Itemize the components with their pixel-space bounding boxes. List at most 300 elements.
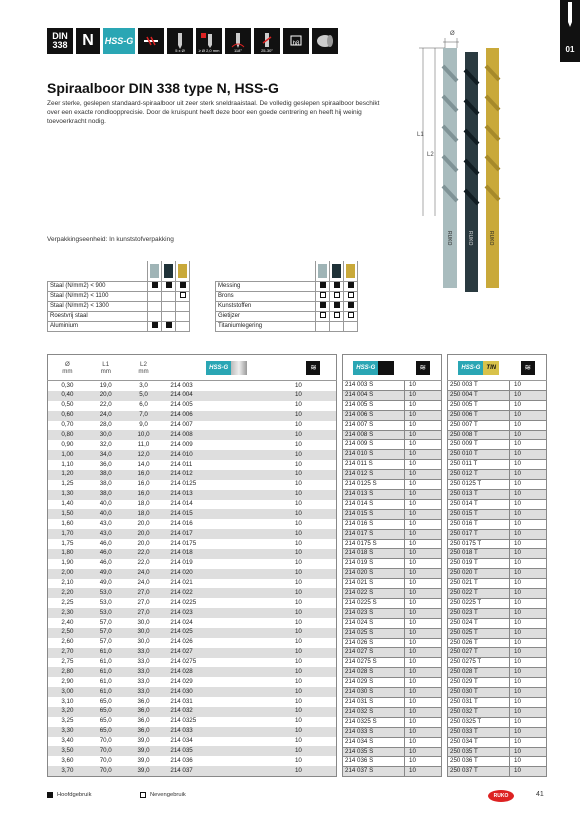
pack-quantity: 10	[291, 648, 337, 658]
l2-cell: 39,0	[137, 756, 150, 764]
primary-use-mark	[152, 282, 158, 288]
pack-quantity: 10	[510, 400, 547, 410]
diameter-cell: 3,30	[48, 727, 87, 737]
l1-cell: 46,0	[99, 539, 112, 547]
article-number: 250 010 T	[448, 450, 510, 460]
article-number: 214 012	[162, 470, 291, 480]
table-row	[48, 391, 337, 401]
pack-quantity: 10	[294, 579, 302, 587]
diameter-cell: 0,40	[48, 391, 87, 401]
table-row	[448, 470, 547, 480]
article-number: 214 003 S	[343, 381, 405, 391]
article-number: 214 014	[170, 500, 193, 508]
table-row	[448, 767, 547, 777]
pack-quantity: 10	[510, 717, 547, 727]
article-number: 214 035 S	[343, 747, 405, 757]
pack-quantity: 10	[405, 727, 442, 737]
table-row	[448, 727, 547, 737]
din-badge	[47, 28, 73, 54]
l1-cell: 20,0	[87, 391, 125, 401]
article-number: 214 023 S	[343, 608, 405, 618]
article-number: 214 022 S	[343, 589, 405, 599]
l1-cell: 65,0	[87, 707, 125, 717]
table-row	[448, 579, 547, 589]
l1-cell: 19,0	[99, 381, 112, 389]
article-number: 214 020	[162, 569, 291, 579]
pack-quantity: 10	[291, 746, 337, 756]
page-title: Spiraalboor DIN 338 type N, HSS-G	[47, 80, 279, 96]
product-description: Zeer sterke, geslepen standaard-spiraalboor uit zeer sterk sneldraaistaal. De volledig geslepen spiraalboor beschikt over een exacte rondloopprecisie. Door de kruispunt heeft deze boor een goede centrering en heeft hij weinig toevoerkracht nodig.	[47, 100, 380, 125]
l1-cell: 30,0	[87, 430, 125, 440]
table-row	[48, 421, 337, 431]
l2-cell: 16,0	[125, 470, 163, 480]
pack-quantity: 10	[294, 697, 302, 705]
table-row	[48, 638, 337, 648]
table-row	[48, 618, 337, 628]
hss-tag: HSS-G	[206, 361, 231, 375]
pack-quantity: 10	[405, 747, 442, 757]
legend-row	[48, 321, 190, 331]
pack-quantity: 10	[294, 381, 302, 389]
pack-quantity: 10	[510, 628, 547, 638]
table-row	[448, 618, 547, 628]
table-row	[48, 687, 337, 697]
table-row	[343, 390, 442, 400]
diameter-cell: 3,60	[61, 756, 74, 764]
l2-cell: 36,0	[137, 717, 150, 725]
diameter-cell: 0,60	[48, 411, 87, 421]
pack-quantity: 10	[405, 390, 442, 400]
article-number: 250 023 T	[448, 608, 510, 618]
pack-quantity: 10	[405, 589, 442, 599]
table-row	[48, 727, 337, 737]
pack-quantity: 10	[510, 688, 547, 698]
diameter-cell: 3,20	[48, 707, 87, 717]
page-number: 41	[536, 791, 544, 798]
table-row	[448, 440, 547, 450]
diameter-cell: 2,90	[61, 677, 74, 685]
table-row	[343, 757, 442, 767]
l2-cell: 36,0	[125, 707, 163, 717]
header-icon-strip	[47, 28, 338, 54]
l1-cell: 38,0	[87, 470, 125, 480]
article-number: 250 037 T	[448, 767, 510, 777]
article-number: 250 015 T	[448, 509, 510, 519]
tolerance-h8-icon: h8	[283, 28, 309, 54]
pack-quantity: 10	[510, 499, 547, 509]
pack-quantity: 10	[294, 559, 302, 567]
l2-cell: 33,0	[125, 687, 163, 697]
pack-quantity: 10	[405, 559, 442, 569]
pack-quantity: 10	[294, 737, 302, 745]
l1-cell: 46,0	[99, 559, 112, 567]
article-number: 214 028	[162, 667, 291, 677]
table-row	[448, 688, 547, 698]
pack-quantity: 10	[405, 499, 442, 509]
l2-cell: 33,0	[125, 667, 163, 677]
pack-quantity: 10	[510, 410, 547, 420]
pack-quantity: 10	[510, 737, 547, 747]
article-number: 214 0275	[170, 658, 197, 666]
article-number: 250 005 T	[448, 400, 510, 410]
table-row	[448, 410, 547, 420]
l2-cell: 33,0	[137, 677, 150, 685]
article-number: 214 003	[170, 381, 193, 389]
article-number: 214 009	[170, 440, 193, 448]
article-number: 214 024 S	[343, 618, 405, 628]
legend-row	[216, 291, 358, 301]
pack-quantity: 10	[294, 638, 302, 646]
pack-quantity: 10	[510, 480, 547, 490]
article-number: 214 023	[162, 608, 291, 618]
pack-quantity: 10	[405, 707, 442, 717]
table-row	[448, 420, 547, 430]
l1-cell: 40,0	[87, 509, 125, 519]
secondary-use-mark	[334, 312, 340, 318]
table-row	[448, 460, 547, 470]
l1-cell: 70,0	[99, 737, 112, 745]
pack-quantity: 10	[510, 549, 547, 559]
table-row	[448, 480, 547, 490]
table-row	[343, 519, 442, 529]
article-number: 214 018 S	[343, 549, 405, 559]
article-number: 214 031 S	[343, 698, 405, 708]
tin-finish-table: HSS-G TIN ≋ 250 003 T 10 250 004 T 10 250 005 T 10 250 006 T 10 250 007 T 10 250 008 T 10 250 009 T 10 250 010 T 10 250 011 T 10 250 012 T 10 250 0125 T 10 250 013 T 10 250 014 T 10 250 015 T 10 250 016 T 10 250 017 T 10 250 0175 T 10 250 018 T 10 250 019 T 10 250 020 T 10 250 021 T 10 250 022 T 10 250 0225 T 10 250 023 T 10 250 024 T 10 250 025 T 10 250 026 T 10 250 027 T 10 250 0275 T 10 250 028 T 10 250 029 T 10 250 030 T 10 250 031 T 10 250 032 T 10 250 0325 T 10 250 033 T 10 250 034 T 10 250 035 T 10 250 036 T 10 250 037 T 10	[447, 354, 547, 777]
pack-quantity: 10	[510, 668, 547, 678]
table-row	[448, 717, 547, 727]
drill-shank-icon: ≥ Ø 2,0 mm	[196, 28, 222, 54]
table-row	[448, 598, 547, 608]
article-number: 250 012 T	[448, 470, 510, 480]
diameter-cell: 2,00	[48, 569, 87, 579]
pack-quantity: 10	[510, 539, 547, 549]
table-row	[448, 509, 547, 519]
table-row	[343, 420, 442, 430]
pack-quantity: 10	[510, 381, 547, 391]
table-row	[448, 737, 547, 747]
diameter-cell: 1,40	[61, 500, 74, 508]
table-row	[48, 628, 337, 638]
din-number: 338	[52, 40, 68, 50]
l2-cell: 11,0	[137, 440, 150, 448]
table-row	[448, 381, 547, 391]
table-row	[48, 430, 337, 440]
article-number: 214 032 S	[343, 707, 405, 717]
section-tab	[560, 0, 580, 62]
pack-quantity: 10	[510, 470, 547, 480]
diameter-cell: 0,30	[61, 381, 74, 389]
pack-quantity: 10	[510, 757, 547, 767]
secondary-use-legend: Nevengebruik	[140, 792, 186, 798]
l1-cell: 38,0	[99, 480, 112, 488]
pack-quantity: 10	[405, 450, 442, 460]
pack-quantity: 10	[405, 539, 442, 549]
diameter-cell: 1,10	[61, 460, 74, 468]
table-row	[343, 450, 442, 460]
pack-quantity: 10	[510, 559, 547, 569]
l1-cell: 57,0	[99, 638, 112, 646]
table-row	[48, 746, 337, 756]
table-row	[343, 717, 442, 727]
legend-material: Staal (N/mm2) < 1100	[48, 291, 148, 301]
article-number: 250 016 T	[448, 519, 510, 529]
l1-cell: 43,0	[99, 519, 112, 527]
pack-quantity: 10	[510, 638, 547, 648]
pack-quantity: 10	[405, 519, 442, 529]
article-number: 214 016	[170, 519, 193, 527]
pack-quantity: 10	[405, 717, 442, 727]
pack-quantity: 10	[405, 767, 442, 777]
pack-quantity: 10	[405, 430, 442, 440]
article-number: 214 007	[170, 421, 193, 429]
table-row	[48, 480, 337, 490]
l2-cell: 20,0	[125, 529, 163, 539]
section-number: 01	[565, 45, 575, 54]
l1-cell: 46,0	[87, 549, 125, 559]
table-row	[343, 410, 442, 420]
l2-cell: 39,0	[137, 737, 150, 745]
legend-material: Kunststoffen	[216, 301, 316, 311]
diameter-cell: 2,75	[61, 658, 74, 666]
secondary-use-mark	[334, 292, 340, 298]
l1-cell: 61,0	[87, 648, 125, 658]
pack-quantity: 10	[405, 658, 442, 668]
pack-quantity: 10	[291, 766, 337, 777]
pack-quantity: 10	[291, 529, 337, 539]
article-number: 250 0325 T	[448, 717, 510, 727]
l2-cell: 30,0	[137, 638, 150, 646]
pack-quantity: 10	[291, 608, 337, 618]
article-number: 214 017	[162, 529, 291, 539]
diameter-cell: 0,70	[61, 421, 74, 429]
article-number: 250 004 T	[448, 390, 510, 400]
pack-quantity: 10	[294, 460, 302, 468]
pack-quantity: 10	[405, 480, 442, 490]
pack-quantity: 10	[510, 529, 547, 539]
pack-quantity: 10	[294, 500, 302, 508]
l1-cell: 65,0	[99, 717, 112, 725]
primary-use-mark	[166, 282, 172, 288]
pack-quantity: 10	[294, 421, 302, 429]
filled-square-icon	[47, 792, 53, 798]
article-number: 250 035 T	[448, 747, 510, 757]
diameter-cell: 1,50	[48, 509, 87, 519]
article-number: 250 007 T	[448, 420, 510, 430]
article-number: 214 0175 S	[343, 539, 405, 549]
diameter-cell: 3,00	[48, 687, 87, 697]
table-row	[48, 697, 337, 707]
black-finish-table: HSS-G ≋ 214 003 S 10 214 004 S 10 214 005 S 10 214 006 S 10 214 007 S 10 214 008 S 10 214 009 S 10 214 010 S 10 214 011 S 10 214 012 S 10 214 0125 S 10 214 013 S 10 214 014 S 10 214 015 S 10 214 016 S 10 214 017 S 10 214 0175 S 10 214 018 S 10 214 019 S 10 214 020 S 10 214 021 S 10 214 022 S 10 214 0225 S 10 214 023 S 10 214 024 S 10 214 025 S 10 214 026 S 10 214 027 S 10 214 0275 S 10 214 028 S 10 214 029 S 10 214 030 S 10 214 031 S 10 214 032 S 10 214 0325 S 10 214 033 S 10 214 034 S 10 214 035 S 10 214 036 S 10 214 037 S 10	[342, 354, 442, 777]
l1-cell: 61,0	[99, 677, 112, 685]
spiral-drill-icon	[138, 28, 164, 54]
article-number: 214 014 S	[343, 499, 405, 509]
l2-cell: 36,0	[137, 697, 150, 705]
l1-cell: 53,0	[99, 598, 112, 606]
l2-cell: 36,0	[125, 727, 163, 737]
table-row	[448, 489, 547, 499]
legend-material: Gietijzer	[216, 311, 316, 321]
pack-quantity: 10	[291, 549, 337, 559]
ruko-logo: RUKO	[488, 790, 514, 802]
l2-cell: 20,0	[137, 519, 150, 527]
table-row	[48, 539, 337, 549]
l2-cell: 5,0	[125, 391, 163, 401]
table-row	[448, 757, 547, 767]
article-number: 214 006	[162, 411, 291, 421]
article-number: 214 030 S	[343, 688, 405, 698]
table-row	[48, 470, 337, 480]
primary-use-mark	[334, 302, 340, 308]
pack-quantity: 10	[294, 598, 302, 606]
pack-quantity: 10	[510, 450, 547, 460]
diameter-cell: 1,90	[61, 559, 74, 567]
table-row	[448, 707, 547, 717]
article-number: 250 021 T	[448, 579, 510, 589]
article-number: 250 019 T	[448, 559, 510, 569]
article-number: 214 029 S	[343, 678, 405, 688]
l1-cell: 28,0	[99, 421, 112, 429]
diameter-cell: 2,60	[61, 638, 74, 646]
diameter-cell: 3,25	[61, 717, 74, 725]
pack-quantity: 10	[294, 618, 302, 626]
pack-quantity: 10	[405, 509, 442, 519]
article-number: 214 030	[162, 687, 291, 697]
pack-quantity: 10	[510, 589, 547, 599]
article-number: 214 004	[162, 391, 291, 401]
article-number: 250 034 T	[448, 737, 510, 747]
l1-cell: 22,0	[99, 401, 112, 409]
article-number: 250 006 T	[448, 410, 510, 420]
table-row	[448, 628, 547, 638]
table-row	[448, 529, 547, 539]
pack-quantity: 10	[405, 470, 442, 480]
diameter-cell: 3,70	[48, 766, 87, 777]
article-number: 214 015 S	[343, 509, 405, 519]
table-row	[343, 628, 442, 638]
pack-quantity: 10	[510, 767, 547, 777]
pack-quantity: 10	[291, 569, 337, 579]
pack-quantity: 10	[510, 707, 547, 717]
article-number: 214 035	[162, 746, 291, 756]
article-number: 250 0175 T	[448, 539, 510, 549]
diameter-cell: 1,60	[61, 519, 74, 527]
article-number: 214 013	[162, 490, 291, 500]
primary-use-mark	[334, 282, 340, 288]
article-number: 214 037 S	[343, 767, 405, 777]
diameter-cell: 1,80	[48, 549, 87, 559]
drill-tab-icon	[560, 0, 580, 30]
pack-quantity: 10	[405, 618, 442, 628]
table-row	[448, 569, 547, 579]
point-angle-icon: 118°	[225, 28, 251, 54]
table-row	[48, 598, 337, 608]
l1-cell: 65,0	[87, 727, 125, 737]
l2-cell: 20,0	[137, 539, 150, 547]
article-number: 214 012 S	[343, 470, 405, 480]
l1-cell: 61,0	[87, 667, 125, 677]
l2-cell: 30,0	[137, 618, 150, 626]
l2-label: L2	[427, 152, 434, 158]
secondary-use-mark	[348, 292, 354, 298]
pack-quantity: 10	[405, 598, 442, 608]
pack-quantity: 10	[510, 608, 547, 618]
pack-quantity: 10	[405, 460, 442, 470]
table-row	[343, 381, 442, 391]
article-number: 214 013 S	[343, 489, 405, 499]
table-row	[48, 707, 337, 717]
primary-use-mark	[348, 302, 354, 308]
diameter-label: Ø	[450, 31, 455, 37]
table-row	[343, 400, 442, 410]
pack-quantity: 10	[510, 440, 547, 450]
article-number: 214 011	[170, 460, 193, 468]
table-row	[343, 529, 442, 539]
pack-quantity: 10	[291, 470, 337, 480]
pack-quantity: 10	[405, 529, 442, 539]
pack-quantity: 10	[291, 490, 337, 500]
pack-quantity: 10	[405, 638, 442, 648]
article-number: 214 008 S	[343, 430, 405, 440]
table-row	[448, 549, 547, 559]
table-row	[448, 668, 547, 678]
pack-quantity: 10	[510, 747, 547, 757]
legend-material: Messing	[216, 281, 316, 291]
material-legend-left	[47, 261, 190, 332]
article-number: 214 008	[162, 430, 291, 440]
article-number: 250 020 T	[448, 569, 510, 579]
article-number: 250 031 T	[448, 698, 510, 708]
l1-cell: 34,0	[87, 450, 125, 460]
pack-quantity: 10	[294, 756, 302, 764]
article-number: 214 018	[162, 549, 291, 559]
pack-quantity: 10	[405, 757, 442, 767]
table-row	[448, 698, 547, 708]
black-swatch	[164, 264, 173, 278]
drill-brand-3: RUKO	[488, 231, 494, 246]
article-number: 214 025	[162, 628, 291, 638]
l2-cell: 22,0	[125, 549, 163, 559]
l1-cell: 43,0	[87, 529, 125, 539]
table-row	[48, 509, 337, 519]
pack-quantity: 10	[294, 677, 302, 685]
article-number: 214 020 S	[343, 569, 405, 579]
pack-quantity: 10	[510, 509, 547, 519]
article-number: 214 025 S	[343, 628, 405, 638]
table-row	[343, 559, 442, 569]
article-number: 250 018 T	[448, 549, 510, 559]
article-number: 214 0225 S	[343, 598, 405, 608]
pack-quantity: 10	[291, 509, 337, 519]
article-number: 214 005	[170, 401, 193, 409]
legend-material: Aluminium	[48, 321, 148, 331]
table-row	[343, 658, 442, 668]
drill-brand-1: RUKO	[446, 231, 452, 246]
secondary-use-mark	[320, 312, 326, 318]
pack-quantity: 10	[510, 460, 547, 470]
article-number: 214 017 S	[343, 529, 405, 539]
pack-quantity: 10	[405, 628, 442, 638]
article-number: 214 037	[162, 766, 291, 777]
table-row	[343, 460, 442, 470]
pack-quantity: 10	[405, 648, 442, 658]
table-row	[448, 400, 547, 410]
article-number: 250 027 T	[448, 648, 510, 658]
l1-cell: 61,0	[99, 658, 112, 666]
diameter-cell: 3,50	[48, 746, 87, 756]
primary-use-legend: Hoofdgebruik	[47, 792, 91, 798]
l2-cell: 18,0	[137, 500, 150, 508]
l2-cell: 14,0	[137, 460, 150, 468]
